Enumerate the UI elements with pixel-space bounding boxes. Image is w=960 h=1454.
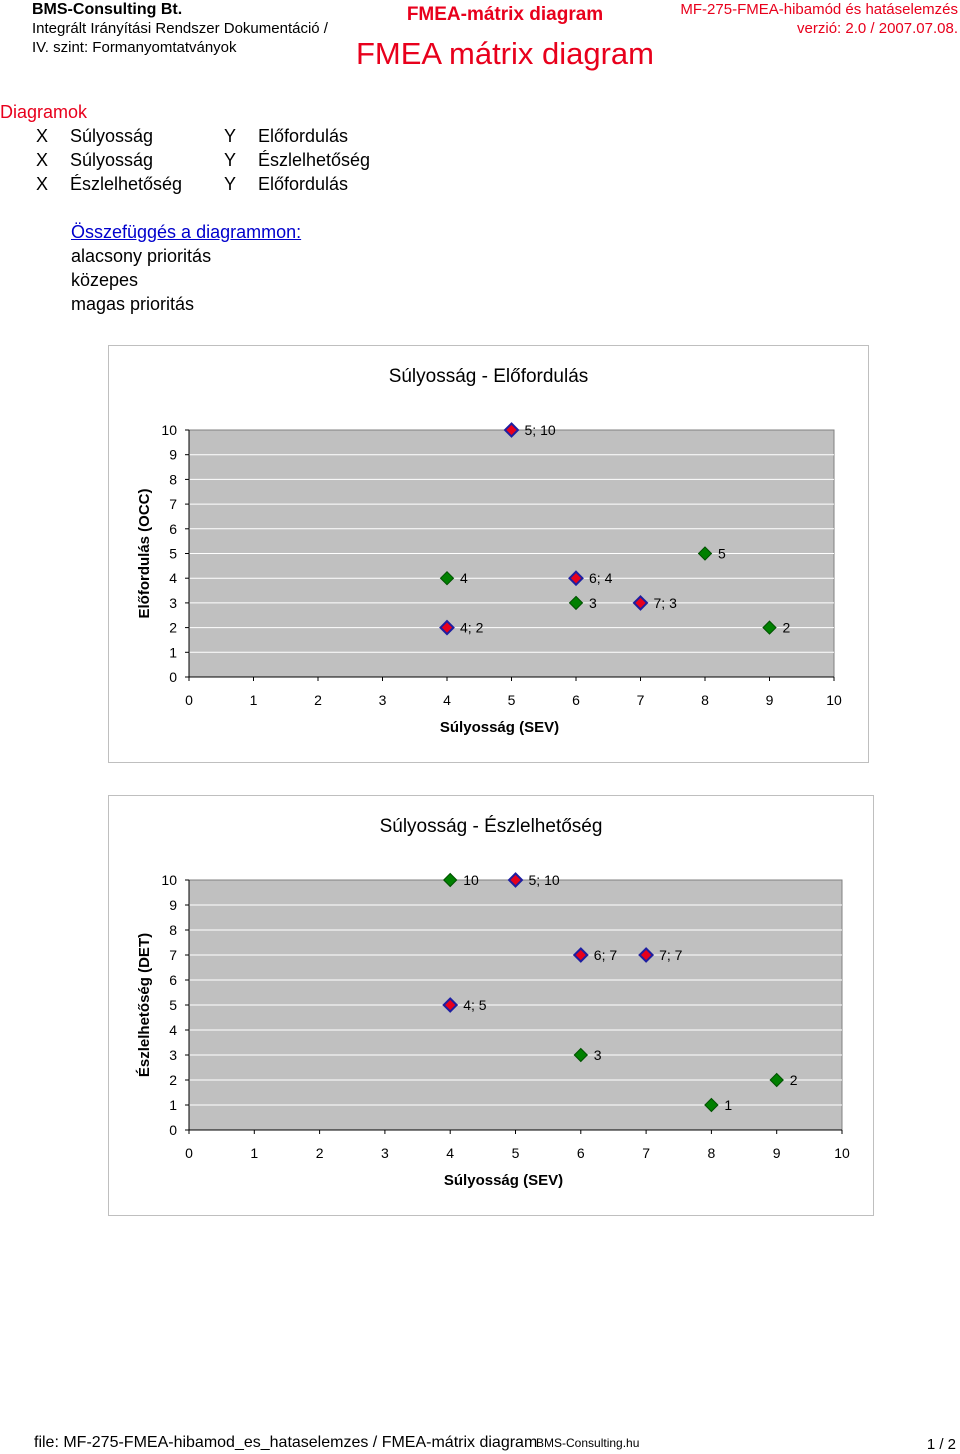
data-label: 3: [589, 594, 597, 611]
y-tick-label: 2: [169, 1072, 177, 1088]
x-label: X: [36, 150, 49, 170]
y-label: Y: [224, 174, 237, 194]
doc-title-big: FMEA mátrix diagram: [355, 36, 654, 71]
x-value: Súlyosság: [70, 150, 154, 170]
y-tick-label: 5: [169, 545, 177, 562]
x-tick-label: 5: [511, 1145, 520, 1161]
y-tick-label: 7: [169, 496, 177, 513]
x-tick-label: 0: [185, 692, 193, 708]
x-tick-label: 4: [446, 1145, 455, 1161]
x-tick-label: 8: [707, 1145, 716, 1161]
data-label: 1: [724, 1097, 733, 1113]
y-tick-label: 5: [169, 997, 177, 1013]
legend-item-medium: közepes: [71, 270, 139, 290]
header-center: [340, 0, 670, 72]
x-tick-label: 3: [378, 692, 387, 708]
y-tick-label: 1: [169, 644, 177, 661]
x-tick-label: 6: [576, 1145, 585, 1161]
doc-version: verzió: 2.0 / 2007.07.08.: [797, 20, 958, 37]
diagrams-title: Diagramok: [0, 102, 88, 122]
y-tick-label: 6: [169, 520, 177, 537]
data-label: 4; 5: [463, 997, 487, 1013]
y-tick-label: 4: [169, 1022, 177, 1038]
x-tick-label: 8: [701, 692, 709, 708]
data-label: 2: [789, 1072, 798, 1088]
x-tick-label: 9: [772, 1145, 781, 1161]
data-label: 4; 2: [460, 619, 484, 636]
x-tick-label: 0: [185, 1145, 193, 1161]
y-tick-label: 9: [169, 446, 177, 463]
doc-code: MF-275-FMEA-hibamód és hatáselemzés: [680, 1, 958, 18]
x-tick-label: 2: [315, 1145, 324, 1161]
x-tick-label: 7: [636, 692, 645, 708]
data-label: 10: [463, 872, 479, 888]
diagram-row: [36, 124, 370, 148]
system-line-2: IV. szint: Formanyomtatványok: [32, 39, 237, 56]
y-tick-label: 8: [169, 471, 177, 488]
x-label: X: [36, 174, 49, 194]
diagrams-table: [36, 124, 370, 196]
data-label: 5; 10: [524, 422, 556, 438]
legend-item-high: magas prioritás: [71, 294, 195, 314]
y-value: Előfordulás: [258, 126, 349, 146]
x-value: Súlyosság: [70, 126, 154, 146]
x-tick-label: 10: [826, 692, 842, 708]
chart-sev-occ: [108, 345, 869, 763]
chart-sev-det: [108, 795, 874, 1216]
data-label: 2: [782, 619, 791, 636]
data-label: 4: [460, 570, 468, 587]
footer-site: BMS-Consulting.hu: [536, 1436, 640, 1450]
diagram-row: [36, 148, 370, 172]
y-tick-label: 9: [169, 897, 177, 913]
x-tick-label: 6: [572, 692, 580, 708]
data-label: 6; 4: [589, 570, 613, 587]
x-tick-label: 5: [507, 692, 516, 708]
data-label: 7; 7: [659, 947, 683, 963]
diagram-row: [36, 172, 370, 196]
x-tick-label: 9: [765, 692, 774, 708]
y-tick-label: 8: [169, 922, 177, 938]
y-tick-label: 4: [169, 570, 177, 587]
chart-plot: [109, 346, 868, 762]
x-tick-label: 1: [249, 692, 258, 708]
header-right: [680, 0, 958, 38]
y-value: Előfordulás: [258, 174, 349, 194]
footer-page: 1 / 2: [926, 1436, 956, 1453]
x-tick-label: 1: [250, 1145, 259, 1161]
x-tick-label: 3: [381, 1145, 389, 1161]
x-tick-label: 2: [314, 692, 322, 708]
system-line-1: Integrált Irányítási Rendszer Dokumentáció /: [32, 20, 328, 37]
x-label: X: [36, 126, 49, 146]
y-value: Észlelhetőség: [258, 150, 371, 170]
data-label: 6; 7: [593, 947, 618, 963]
legend-title-link[interactable]: Összefüggés a diagrammon:: [71, 222, 302, 242]
y-axis-label: Előfordulás (OCC): [136, 488, 153, 619]
y-tick-label: 10: [161, 872, 177, 888]
footer-file: file: MF-275-FMEA-hibamod_es_hataselemzes / FMEA-mátrix diagram: [34, 1434, 538, 1451]
y-tick-label: 1: [169, 1097, 177, 1113]
y-label: Y: [224, 150, 237, 170]
y-tick-label: 10: [161, 422, 177, 438]
chart-title: Súlyosság - Előfordulás: [388, 366, 589, 387]
y-tick-label: 6: [169, 972, 177, 988]
x-axis-label: Súlyosság (SEV): [443, 1172, 564, 1189]
y-label: Y: [224, 126, 237, 146]
x-value: Észlelhetőség: [70, 174, 183, 194]
y-tick-label: 7: [169, 947, 177, 963]
data-label: 7; 3: [653, 594, 677, 611]
company-name: BMS-Consulting Bt.: [32, 1, 183, 18]
chart-title: Súlyosság - Észlelhetőség: [379, 816, 603, 837]
y-tick-label: 0: [169, 669, 177, 685]
legend-item-low: alacsony prioritás: [71, 246, 212, 266]
y-tick-label: 3: [169, 1047, 177, 1063]
data-label: 5: [718, 545, 726, 562]
doc-title-small: FMEA-mátrix diagram: [406, 4, 604, 25]
y-tick-label: 0: [169, 1122, 177, 1138]
header-left: [32, 0, 362, 57]
legend: [71, 220, 301, 316]
data-label: 5; 10: [528, 872, 560, 888]
x-tick-label: 10: [834, 1145, 850, 1161]
y-axis-label: Észlelhetőség (DET): [136, 932, 153, 1078]
y-tick-label: 2: [169, 619, 177, 636]
x-tick-label: 4: [443, 692, 451, 708]
chart-plot: [109, 796, 873, 1215]
data-label: 3: [593, 1047, 602, 1063]
x-axis-label: Súlyosság (SEV): [439, 719, 560, 736]
y-tick-label: 3: [169, 594, 177, 611]
x-tick-label: 7: [642, 1145, 650, 1161]
